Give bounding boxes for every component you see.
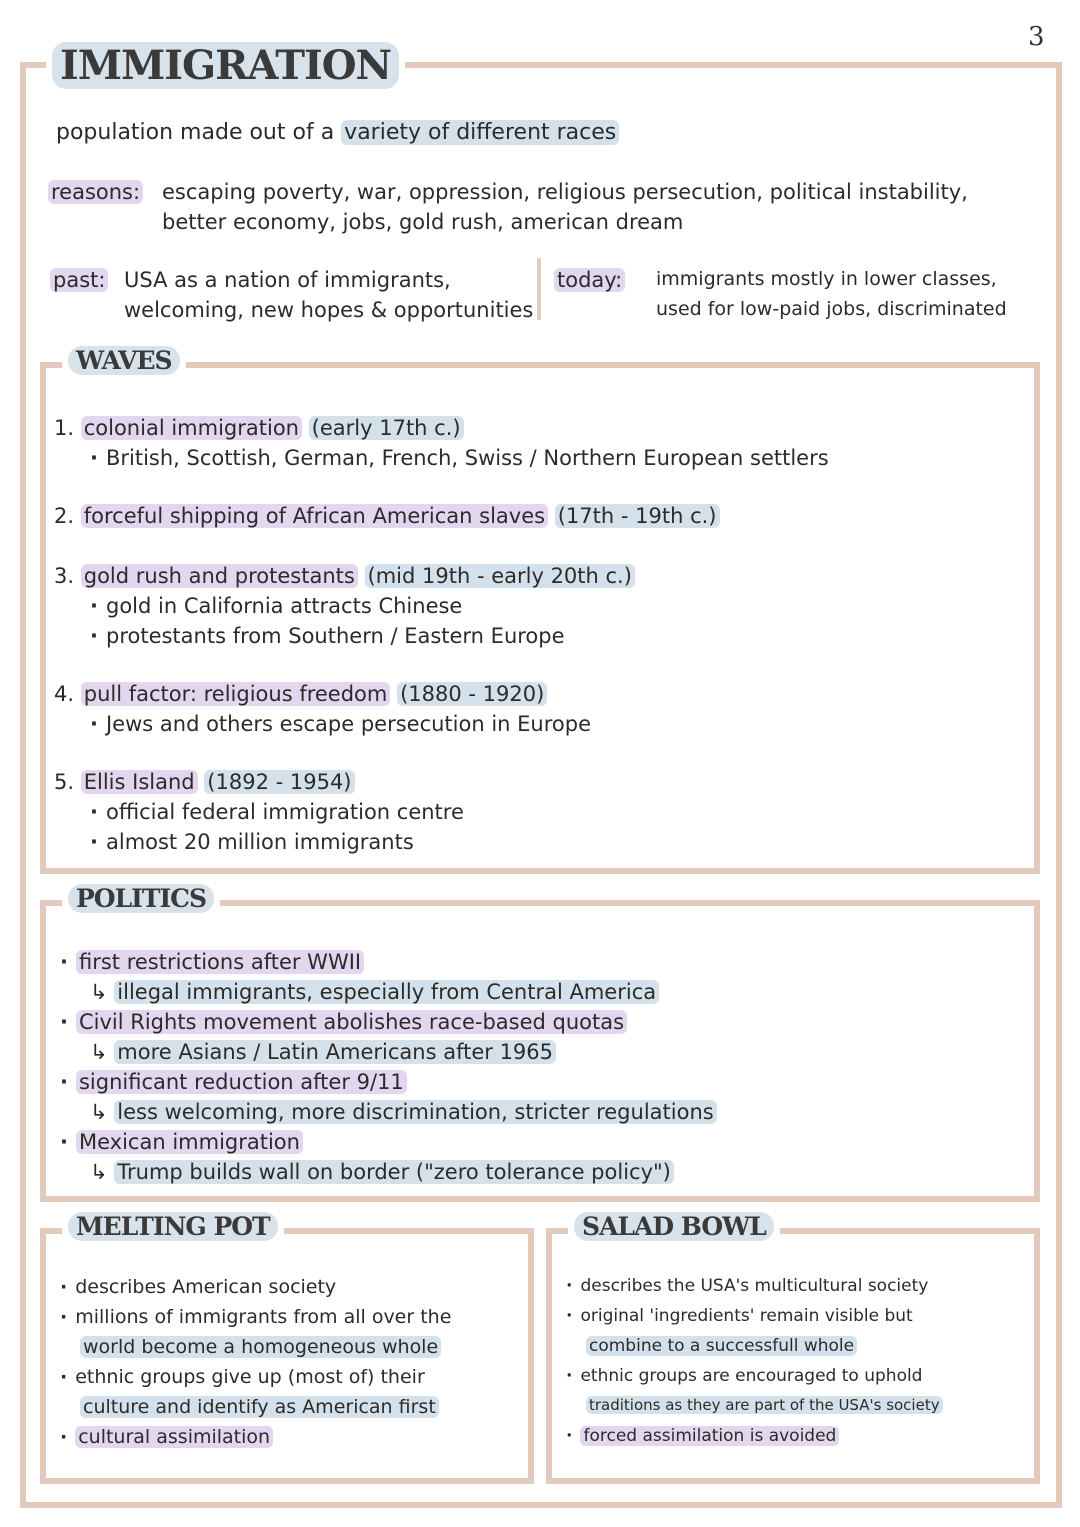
wave-3-note-2: · protestants from Southern / Eastern Europe	[90, 624, 565, 648]
politics-item-1: · first restrictions after WWII	[60, 950, 364, 974]
wave-1-note-1: · British, Scottish, German, French, Swiss / Northern European settlers	[90, 446, 829, 470]
melting-pot-line-1: · describes American society	[60, 1276, 336, 1298]
wave-1: 1. colonial immigration (early 17th c.)	[54, 416, 464, 440]
reasons-label: reasons:	[48, 180, 143, 204]
melting-pot-line-5: culture and identify as American first	[80, 1396, 439, 1418]
today-label: today:	[554, 268, 625, 292]
wave-3-note-1: · gold in California attracts Chinese	[90, 594, 462, 618]
wave-5-note-1: · official federal immigration centre	[90, 800, 464, 824]
page-number: 3	[1028, 22, 1045, 52]
salad-bowl-line-5: traditions as they are part of the USA's society	[586, 1396, 943, 1414]
politics-item-2-sub: ↳ more Asians / Latin Americans after 1965	[90, 1040, 556, 1064]
reasons-line-2: better economy, jobs, gold rush, american dream	[162, 210, 684, 234]
politics-item-4-sub: ↳ Trump builds wall on border ("zero tolerance policy")	[90, 1160, 674, 1184]
wave-5: 5. Ellis Island (1892 - 1954)	[54, 770, 355, 794]
melting-pot-line-6: · cultural assimilation	[60, 1426, 273, 1448]
salad-bowl-line-2: · original 'ingredients' remain visible but	[566, 1306, 913, 1326]
wave-3: 3. gold rush and protestants (mid 19th - early 20th c.)	[54, 564, 635, 588]
page-title: IMMIGRATION	[46, 42, 405, 89]
wave-4-note-1: · Jews and others escape persecution in Europe	[90, 712, 591, 736]
salad-bowl-line-4: · ethnic groups are encouraged to uphold	[566, 1366, 922, 1386]
wave-4: 4. pull factor: religious freedom (1880 - 1920)	[54, 682, 547, 706]
politics-item-2: · Civil Rights movement abolishes race-based quotas	[60, 1010, 627, 1034]
politics-item-3: · significant reduction after 9/11	[60, 1070, 407, 1094]
melting-pot-heading: MELTING POT	[62, 1212, 284, 1241]
today-line-2: used for low-paid jobs, discriminated	[656, 298, 1007, 320]
reasons-line-1: escaping poverty, war, oppression, religious persecution, political instability,	[162, 180, 968, 204]
intro-line: population made out of a variety of different races	[56, 120, 619, 145]
melting-pot-line-3: world become a homogeneous whole	[80, 1336, 441, 1358]
politics-heading: POLITICS	[62, 884, 220, 913]
wave-5-note-2: · almost 20 million immigrants	[90, 830, 414, 854]
wave-2: 2. forceful shipping of African American slaves (17th - 19th c.)	[54, 504, 720, 528]
waves-heading: WAVES	[62, 346, 186, 375]
past-today-divider	[537, 258, 541, 320]
politics-item-1-sub: ↳ illegal immigrants, especially from Central America	[90, 980, 659, 1004]
past-line-1: USA as a nation of immigrants,	[124, 268, 451, 292]
salad-bowl-heading: SALAD BOWL	[568, 1212, 780, 1241]
politics-item-3-sub: ↳ less welcoming, more discrimination, stricter regulations	[90, 1100, 717, 1124]
politics-item-4: · Mexican immigration	[60, 1130, 303, 1154]
today-line-1: immigrants mostly in lower classes,	[656, 268, 997, 290]
melting-pot-line-2: · millions of immigrants from all over the	[60, 1306, 451, 1328]
salad-bowl-line-6: · forced assimilation is avoided	[566, 1426, 839, 1446]
salad-bowl-line-1: · describes the USA's multicultural society	[566, 1276, 928, 1296]
melting-pot-line-4: · ethnic groups give up (most of) their	[60, 1366, 425, 1388]
salad-bowl-line-3: combine to a successfull whole	[586, 1336, 857, 1356]
past-label: past:	[50, 268, 108, 292]
past-line-2: welcoming, new hopes & opportunities	[124, 298, 534, 322]
